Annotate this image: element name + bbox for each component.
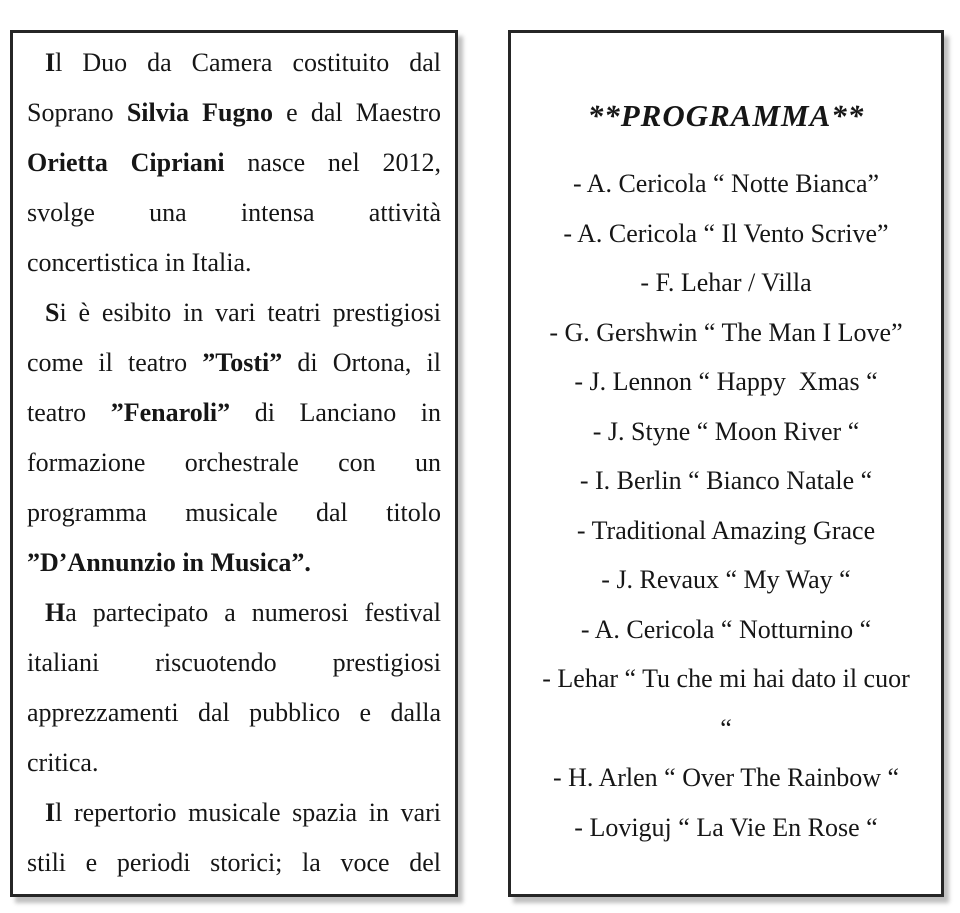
- bio-line: [27, 588, 441, 638]
- bio-text-bold: I: [45, 798, 56, 827]
- bio-line: [27, 788, 441, 838]
- bio-line: [27, 138, 441, 188]
- bio-line: [27, 238, 441, 288]
- bio-text: [27, 38, 441, 888]
- bio-text-bold: I: [45, 48, 56, 77]
- bio-line: [27, 688, 441, 738]
- bio-line: [27, 88, 441, 138]
- program-item: [521, 407, 931, 457]
- program-item: [521, 209, 931, 259]
- bio-text-segment: nasce nel 2012,: [224, 148, 441, 177]
- program-line: - I. Berlin “ Bianco Natale “: [579, 466, 873, 495]
- bio-line: [27, 538, 441, 588]
- bio-text-segment: critica.: [27, 748, 99, 777]
- program-line: “: [720, 713, 732, 743]
- bio-line: [27, 638, 441, 688]
- bio-text-bold: Silvia Fugno: [126, 98, 273, 127]
- program-line: - Lehar “ Tu che mi hai dato il cuor: [542, 664, 910, 693]
- program-item: [521, 605, 931, 655]
- bio-line: [27, 838, 441, 888]
- bio-line: [27, 438, 441, 488]
- program-title: **PROGRAMMA**: [587, 98, 865, 133]
- bio-panel: [10, 30, 458, 897]
- program-line: - G. Gershwin “ The Man I Love”: [549, 317, 903, 347]
- bio-text-segment: di Ortona, il: [282, 348, 441, 377]
- bio-text-segment: a partecipato a numerosi festival: [65, 598, 441, 627]
- program-line: - F. Lehar / Villa: [640, 268, 812, 297]
- bio-paragraph: [27, 788, 441, 888]
- bio-paragraph: [27, 38, 441, 288]
- bio-text-segment: e dal Maestro: [272, 98, 441, 127]
- bio-paragraph: [27, 288, 441, 588]
- bio-text-segment: formazione orchestrale con un: [27, 448, 441, 477]
- bio-line: [27, 38, 441, 88]
- bio-text-bold: Orietta Cipriani: [27, 148, 225, 177]
- bio-text-segment: di Lanciano in: [230, 398, 441, 427]
- bio-text-segment: apprezzamenti dal pubblico e dalla: [27, 698, 441, 727]
- program-item: [521, 258, 931, 308]
- program-item: [521, 159, 931, 209]
- bio-text-segment: concertistica in Italia.: [27, 248, 252, 277]
- bio-text-segment: l repertorio musicale spazia in vari: [55, 798, 441, 827]
- bio-line: [27, 338, 441, 388]
- program-item: [521, 753, 931, 803]
- program-line: - J. Lennon “ Happy Xmas “: [574, 367, 878, 396]
- program-line: - A. Cericola “ Notte Bianca”: [572, 169, 880, 198]
- bio-line: [27, 488, 441, 538]
- program-line: - J. Revaux “ My Way “: [601, 565, 851, 594]
- program-item: [521, 308, 931, 358]
- bio-text-bold: S: [45, 298, 60, 327]
- bio-text-segment: l Duo da Camera costituito dal: [55, 48, 441, 77]
- program-line: - A. Cericola “ Notturnino “: [580, 614, 872, 644]
- program-item: [521, 506, 931, 556]
- bio-line: [27, 388, 441, 438]
- program-line: - A. Cericola “ Il Vento Scrive”: [563, 218, 889, 248]
- bio-text-segment: svolge una intensa attività: [27, 198, 441, 227]
- bio-text-bold: ”Tosti”: [202, 348, 283, 377]
- bio-text-bold: H: [45, 598, 66, 627]
- bio-line: [27, 188, 441, 238]
- bio-text-segment: programma musicale dal titolo: [27, 498, 441, 527]
- program-line: - J. Styne “ Moon River “: [592, 416, 860, 446]
- bio-text-segment: italiani riscuotendo prestigiosi: [27, 648, 441, 677]
- bio-text-segment: Soprano: [27, 98, 127, 127]
- bio-line: [27, 738, 441, 788]
- program-item: [521, 357, 931, 407]
- program-item: [521, 555, 931, 605]
- bio-text-segment: i è esibito in vari teatri prestigiosi: [59, 298, 441, 327]
- program-list: [521, 159, 931, 852]
- program-item: [521, 456, 931, 506]
- program-line: - Traditional Amazing Grace: [576, 515, 876, 545]
- bio-text-bold: ”Fenaroli”: [110, 398, 231, 427]
- program-line: - H. Arlen “ Over The Rainbow “: [552, 763, 900, 792]
- program-panel: [508, 30, 944, 897]
- bio-text-bold: ”D’Annunzio in Musica”.: [27, 548, 311, 577]
- program-item: [521, 803, 931, 853]
- program-item: [521, 654, 931, 753]
- bio-line: [27, 288, 441, 338]
- bio-text-segment: stili e periodi storici; la voce del: [27, 848, 441, 877]
- bio-text-segment: come il teatro: [27, 348, 203, 377]
- bio-text-segment: teatro: [27, 398, 111, 427]
- program-line: - Loviguj “ La Vie En Rose “: [574, 812, 878, 842]
- bio-paragraph: [27, 588, 441, 788]
